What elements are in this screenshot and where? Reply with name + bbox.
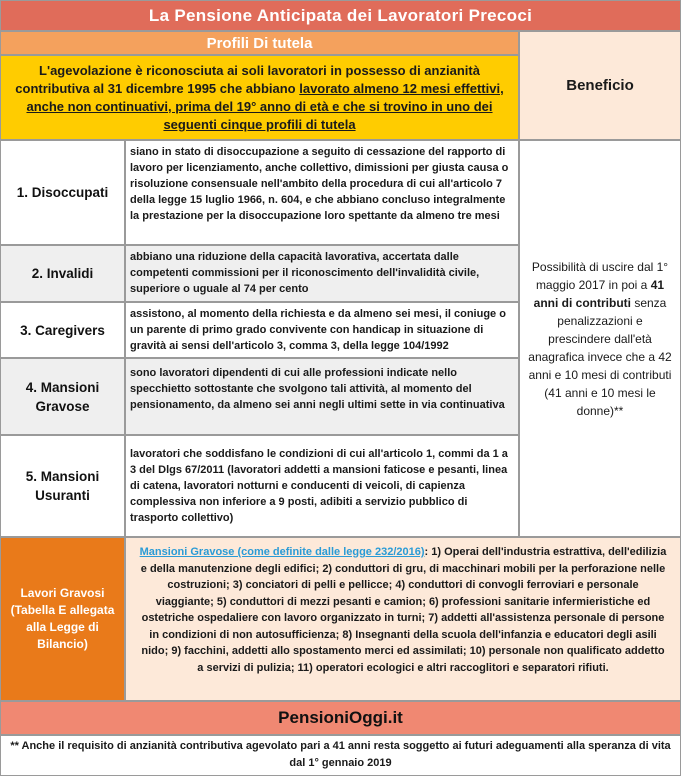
benefit-description (519, 140, 681, 537)
lavori-gravosi-label: Lavori Gravosi (Tabella E allegata alla Legge di Bilancio) (0, 537, 125, 701)
row-desc-caregivers: assistono, al momento della richiesta e da almeno sei mesi, il coniuge o un parente di primo grado convivente con handicap in situazione di gravità ai sensi dell'articolo 3, comma 3, della legge 104/1992 (125, 302, 519, 358)
row-desc-mansioni-usuranti: lavoratori che soddisfano le condizioni di cui all'articolo 1, commi da 1 a 3 del Dlgs 67/2011 (lavoratori addetti a mansioni faticose e pesanti, linea di catena, lavoratori notturni e conducenti di veicoli, di capienza complessiva non inferiore a 9 posti, adibiti a servizio pubblico di trasporto collettivo) (125, 435, 519, 537)
profili-header: Profili Di tutela (0, 31, 519, 55)
lavori-gravosi-desc (125, 537, 681, 701)
benefit-bold: 41 anni di contributi (533, 277, 665, 310)
lavori-gravosi-text: : 1) Operai dell'industria estrattiva, dell'edilizia e della manutenzione degli edifici; 2) conduttori di gru, di macchinari mobili per la perforazione nelle costruzioni; 3) conciatori di pelli e pellicce; 4) conduttori di convogli ferroviari e personale viaggiante; 5) conduttori di mezzi pesanti e camion; 6) professioni sanitarie infermieristiche ed ostetriche ospedaliere con lavoro organizzato in turni; 7) addetti all'assistenza personale di persone in condizioni di non autosufficienza; 8) Insegnanti della scuola dell'infanzia e educatori degli asili nido; 9) facchini, addetti allo spostamento merci ed assimilati; 10) personale non qualificato addetto a servizi di pulizia; 11) operatori ecologici e altri raccoglitori e separatori rifiuti. (140, 546, 667, 674)
row-label-invalidi: 2. Invalidi (0, 245, 125, 302)
page-title: La Pensione Anticipata dei Lavoratori Precoci (0, 0, 681, 31)
benefit-part1: Possibilità di uscire dal 1° maggio 2017 in poi a (531, 259, 669, 292)
footnote: ** Anche il requisito di anzianità contributiva agevolato pari a 41 anni resta soggetto ai futuri adeguamenti alla speranza di vita dal 1° gennaio 2019 (0, 735, 681, 776)
brand-footer: PensioniOggi.it (0, 701, 681, 735)
intro-text-underlined: lavorato almeno 12 mesi effettivi, anche non continuativi, prima del 19° anno di età e che si trovino in uno dei seguenti cinque profili di tutela (26, 80, 504, 132)
intro-text (0, 55, 519, 140)
mansioni-gravose-link[interactable]: Mansioni Gravose (come definite dalle legge 232/2016) (139, 546, 425, 558)
row-label-caregivers: 3. Caregivers (0, 302, 125, 358)
intro-text-part1: L'agevolazione è riconosciuta ai soli lavoratori in possesso di anzianità contributiva al 31 dicembre 1995 che abbiano (15, 62, 480, 96)
row-desc-mansioni-gravose: sono lavoratori dipendenti di cui alle professioni indicate nello specchietto sottostante che svolgono tali attività, al momento del pensionamento, da almeno sei anni negli ultimi sette in via continuativa (125, 358, 519, 435)
benefit-part2: senza penalizzazioni e prescindere dall'età anagrafica invece che a 42 anni e 10 mesi di contributi (41 anni e 10 mesi le donne)** (528, 295, 672, 418)
row-label-mansioni-gravose: 4. Mansioni Gravose (0, 358, 125, 435)
beneficio-header: Beneficio (519, 31, 681, 140)
row-label-disoccupati: 1. Disoccupati (0, 140, 125, 245)
row-desc-disoccupati: siano in stato di disoccupazione a seguito di cessazione del rapporto di lavoro per licenziamento, anche collettivo, dimissioni per giusta causa o risoluzione consensuale nell'ambito della procedura di cui all'articolo 7 della legge 15 luglio 1966, n. 604, e che abbiano concluso integralmente la prestazione per la disoccupazione loro spettante da almeno tre mesi (125, 140, 519, 245)
row-label-mansioni-usuranti: 5. Mansioni Usuranti (0, 435, 125, 537)
row-desc-invalidi: abbiano una riduzione della capacità lavorativa, accertata dalle competenti commissioni per il riconoscimento dell'invalidità civile, superiore o uguale al 74 per cento (125, 245, 519, 302)
